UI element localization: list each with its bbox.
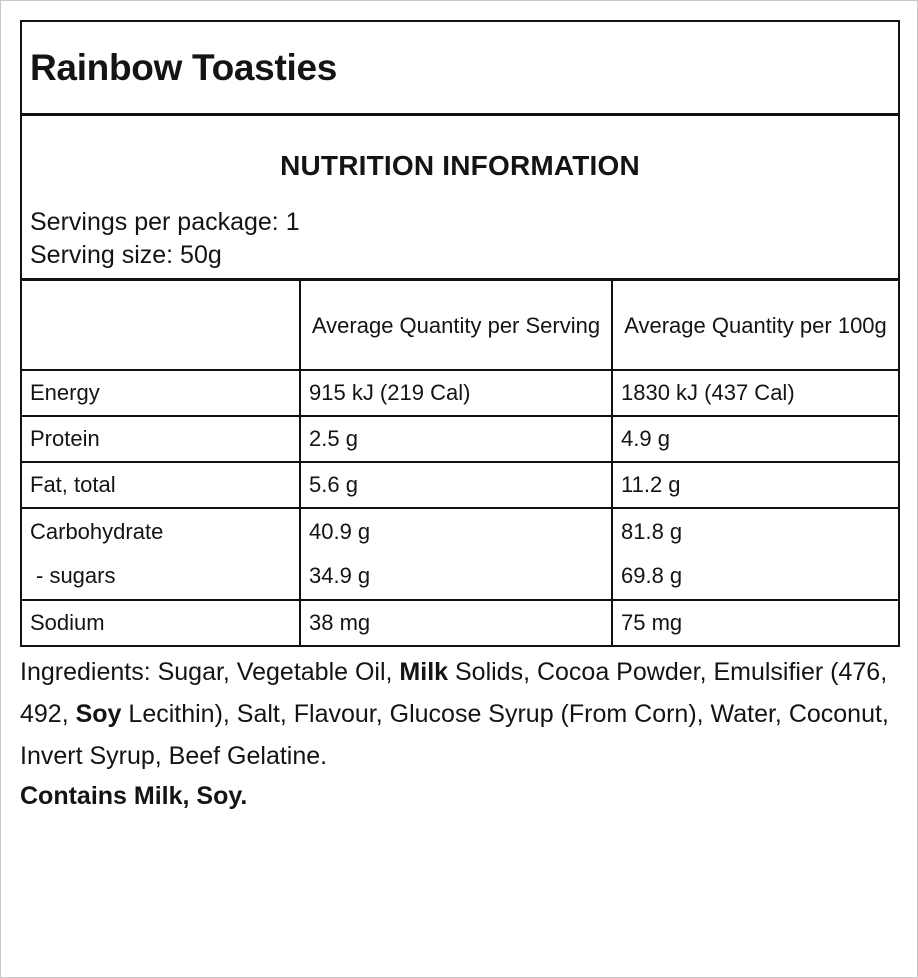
header-nutrient xyxy=(22,281,300,370)
per-100g-value: 75 mg xyxy=(612,600,898,645)
ingredients-suffix: Lecithin), Salt, Flavour, Glucose Syrup (From Corn), Water, Coconut, Invert Syrup, Beef Gelatine. xyxy=(20,700,889,770)
per-serving-cell xyxy=(300,508,612,600)
table-row xyxy=(22,600,898,645)
nutrient-name: Carbohydrate xyxy=(30,519,164,544)
nutrient-name: Energy xyxy=(22,370,300,416)
per-100g-value: 69.8 g xyxy=(621,563,683,588)
nutrient-name: Sodium xyxy=(22,600,300,645)
allergen-milk: Milk xyxy=(399,658,449,686)
nutrient-name-cell xyxy=(22,508,300,600)
per-serving-value: 5.6 g xyxy=(300,462,612,508)
table-row xyxy=(22,416,898,462)
table-row xyxy=(22,370,898,416)
nutrient-subname: - sugars xyxy=(36,563,116,588)
servings-per-package: Servings per package: 1 xyxy=(30,208,300,236)
nutrition-table xyxy=(22,281,898,645)
table-row xyxy=(22,508,898,600)
nutrient-name: Protein xyxy=(22,416,300,462)
header-per-100g: Average Quantity per 100g xyxy=(612,281,898,370)
header-per-serving: Average Quantity per Serving xyxy=(300,281,612,370)
per-100g-cell xyxy=(612,508,898,600)
nutrition-panel xyxy=(20,20,900,647)
nutrition-heading: NUTRITION INFORMATION xyxy=(280,150,640,181)
ingredients-text xyxy=(20,651,910,777)
table-header-row xyxy=(22,281,898,370)
per-serving-value: 915 kJ (219 Cal) xyxy=(300,370,612,416)
ingredients-mid: Solids, Cocoa Powder, Emulsifier (476, 492, xyxy=(20,658,888,728)
nutrition-header xyxy=(22,116,898,281)
nutrient-name: Fat, total xyxy=(22,462,300,508)
per-serving-value: 34.9 g xyxy=(309,563,371,588)
per-serving-value: 2.5 g xyxy=(300,416,612,462)
table-row xyxy=(22,462,898,508)
per-100g-value: 1830 kJ (437 Cal) xyxy=(612,370,898,416)
per-serving-value: 40.9 g xyxy=(309,519,371,544)
per-serving-value: 38 mg xyxy=(300,600,612,645)
per-100g-value: 81.8 g xyxy=(621,519,683,544)
ingredients-prefix: Ingredients: Sugar, Vegetable Oil, xyxy=(20,658,400,686)
product-title: Rainbow Toasties xyxy=(30,46,338,88)
allergen-soy: Soy xyxy=(75,700,122,728)
per-100g-value: 11.2 g xyxy=(612,462,898,508)
per-100g-value: 4.9 g xyxy=(612,416,898,462)
allergen-statement: Contains Milk, Soy. xyxy=(20,782,248,810)
title-row xyxy=(22,22,898,116)
serving-size: Serving size: 50g xyxy=(30,241,222,269)
